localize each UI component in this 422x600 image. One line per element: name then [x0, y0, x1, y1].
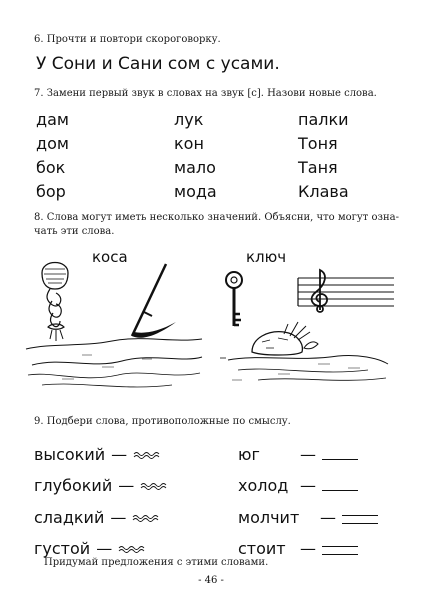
dash: — [300, 538, 316, 558]
spring-stone-illustration [218, 318, 396, 390]
word: Таня [298, 158, 338, 177]
word: дом [36, 134, 69, 153]
word: мода [174, 182, 217, 201]
dash: — [300, 475, 316, 495]
antonym-word: высокий [34, 444, 106, 464]
dash: — [300, 444, 316, 464]
antonym-word: холод [238, 475, 289, 495]
word-column-1 [36, 108, 69, 204]
music-staff-illustration [296, 268, 396, 314]
word: лук [174, 110, 204, 129]
antonym-word: сладкий [34, 507, 105, 527]
word: кон [174, 134, 204, 153]
antonym-word: глубокий [34, 475, 113, 495]
antonym-row [34, 537, 146, 559]
antonym-row [238, 537, 358, 559]
answer-blank-wavy [118, 541, 146, 555]
task9-footer: Придумай предложения с этими словами. [44, 557, 269, 568]
dash: — [320, 507, 336, 527]
word: Тоня [298, 134, 338, 153]
braid-illustration [28, 255, 88, 345]
task9-instruction: 9. Подбери слова, противоположные по смыслу. [34, 416, 291, 427]
task8-instruction-line1: 8. Слова могут иметь несколько значений. Объясни, что могут озна- [34, 212, 399, 223]
antonym-row [238, 474, 358, 496]
word: Клава [298, 182, 349, 201]
task6-instruction: 6. Прочти и повтори скороговорку. [34, 34, 221, 45]
dash: — [110, 507, 127, 527]
scythe-illustration [118, 262, 180, 344]
antonym-row [34, 506, 160, 528]
dash: — [118, 475, 135, 495]
word: бор [36, 182, 66, 201]
word-kosa: коса [92, 248, 128, 266]
antonym-row [238, 506, 378, 528]
river-landscape-illustration [22, 335, 206, 393]
dash: — [111, 444, 128, 464]
antonym-row [34, 474, 168, 496]
word: дам [36, 110, 69, 129]
dash: — [96, 538, 113, 558]
page-number: - 46 - [198, 575, 224, 586]
antonym-word: густой [34, 538, 91, 558]
word: палки [298, 110, 349, 129]
task8-instruction-line2: чать эти слова. [34, 226, 115, 237]
word-klyuch: ключ [246, 248, 287, 266]
answer-blank-single [322, 479, 358, 491]
word-column-3 [298, 108, 349, 204]
answer-blank-single [322, 448, 358, 460]
answer-blank-wavy [133, 447, 161, 461]
antonym-row [238, 443, 358, 465]
tongue-twister: У Сони и Сани сом с усами. [36, 54, 280, 74]
word-column-2 [174, 108, 217, 204]
antonym-row [34, 443, 161, 465]
antonym-word: юг [238, 444, 260, 464]
word: мало [174, 158, 216, 177]
answer-blank-wavy [132, 510, 160, 524]
answer-blank-double [322, 546, 358, 555]
antonym-word: молчит [238, 507, 300, 527]
word: бок [36, 158, 66, 177]
task7-instruction: 7. Замени первый звук в словах на звук [с]. Назови новые слова. [34, 88, 377, 99]
antonym-word: стоит [238, 538, 286, 558]
answer-blank-wavy [140, 478, 168, 492]
answer-blank-double [342, 515, 378, 524]
